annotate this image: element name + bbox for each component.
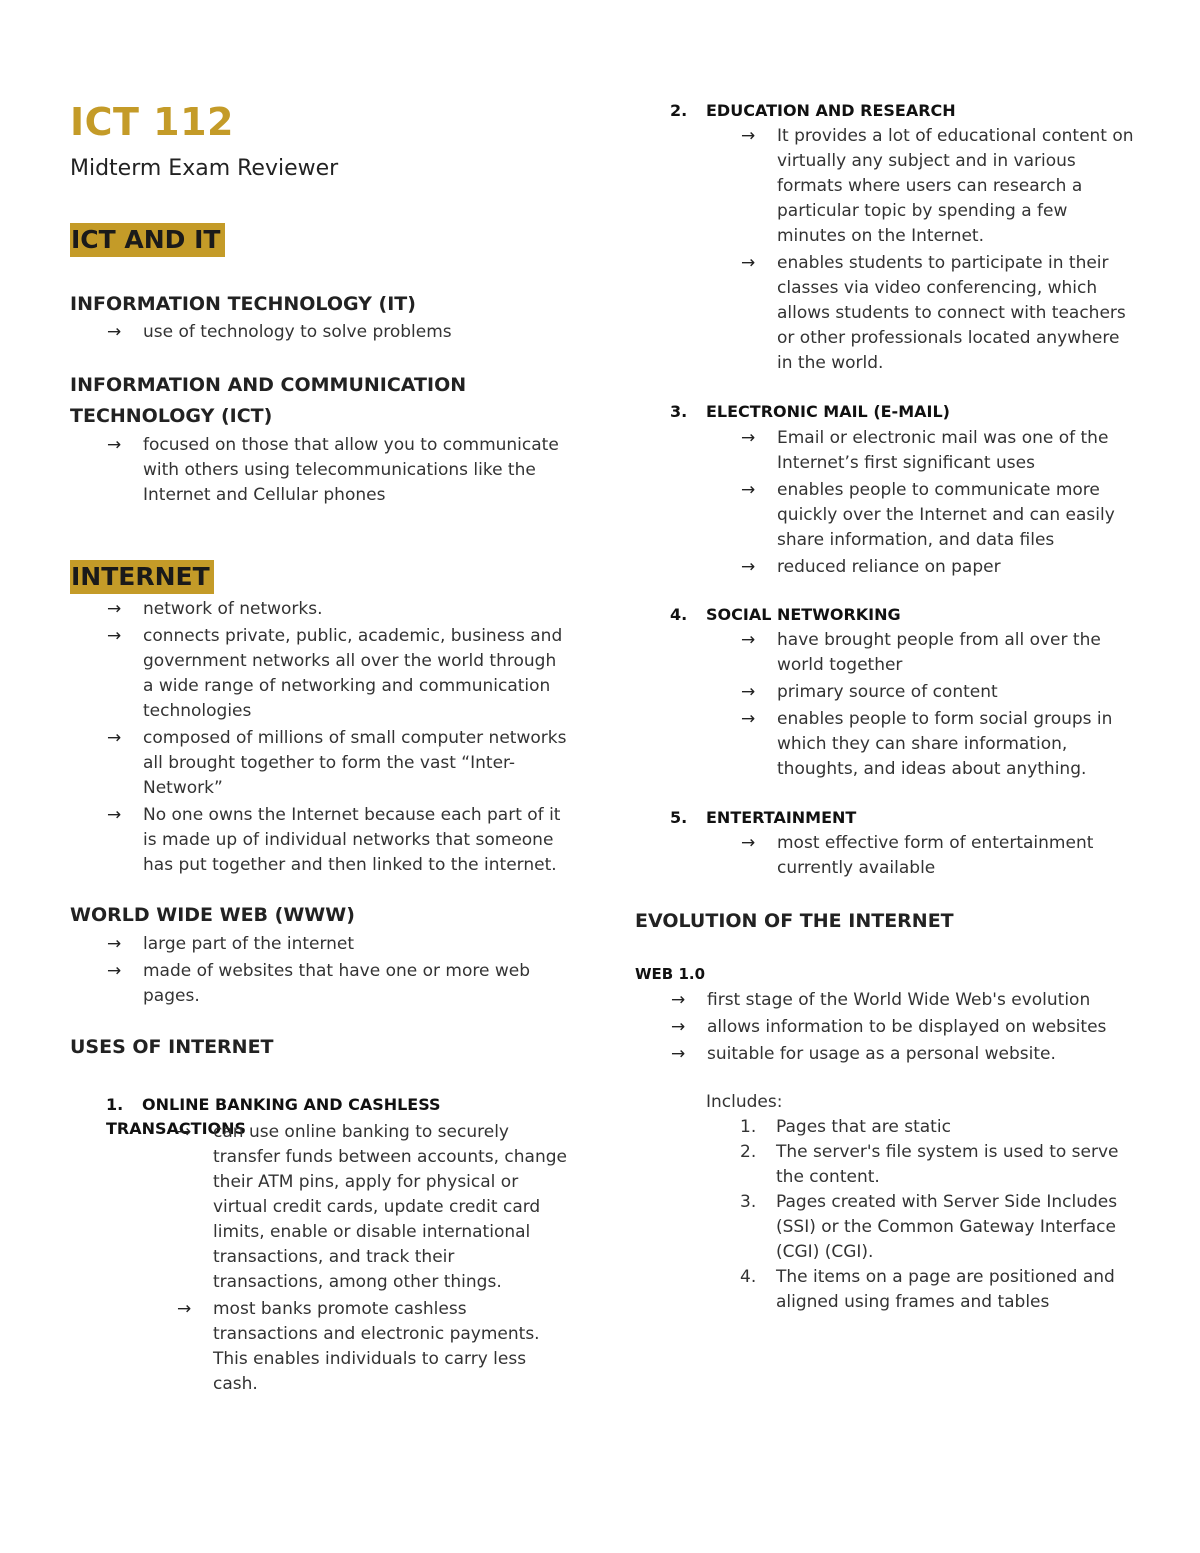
use3-title: ELECTRONIC MAIL (E-MAIL) [706, 402, 950, 421]
use2-title: EDUCATION AND RESEARCH [706, 101, 956, 120]
use1-number: 1. [106, 1095, 124, 1114]
list-item: → large part of the internet [107, 932, 570, 957]
section-ict-and-it: ICT AND IT [70, 223, 225, 257]
item-text: Pages that are static [776, 1117, 951, 1137]
list-item: → enables students to participate in their classes via video conferencing, which allows students to connect with teachers or other professionals located anywhere in the world. [741, 251, 1135, 376]
list-item: → enables people to form social groups in which they can share information, thoughts, and ideas about anything. [741, 707, 1135, 782]
list-item: → network of networks. [107, 597, 570, 622]
use4-number: 4. [670, 605, 688, 624]
use5-heading [670, 806, 1135, 830]
use5-bullet-list [741, 831, 1135, 883]
list-item: → first stage of the World Wide Web's evolution [671, 988, 1135, 1013]
section-internet: INTERNET [70, 560, 214, 594]
list-item: → Email or electronic mail was one of the Internet’s first significant uses [741, 426, 1135, 476]
list-item [740, 1190, 1135, 1265]
use1-bullet-list [177, 1120, 570, 1399]
list-item: → have brought people from all over the world together [741, 628, 1135, 678]
item-number: 2. [740, 1142, 757, 1162]
list-item: → allows information to be displayed on websites [671, 1015, 1135, 1040]
list-item: → most effective form of entertainment currently available [741, 831, 1135, 881]
item-text: The items on a page are positioned and aligned using frames and tables [776, 1267, 1115, 1312]
web1-heading: WEB 1.0 [635, 965, 706, 983]
list-item: → primary source of content [741, 680, 1135, 705]
www-heading: WORLD WIDE WEB (WWW) [70, 904, 355, 926]
doc-subtitle: Midterm Exam Reviewer [70, 156, 339, 181]
list-item: → focused on those that allow you to communicate with others using telecommunications like the Internet and Cellular phones [107, 433, 570, 508]
use2-heading [670, 99, 1135, 123]
use2-number: 2. [670, 101, 688, 120]
list-item: → connects private, public, academic, business and government networks all over the world through a wide range of networking and communication technologies [107, 624, 570, 724]
use4-bullet-list [741, 628, 1135, 784]
list-item: → No one owns the Internet because each part of it is made up of individual networks that someone has put together and then linked to the internet. [107, 803, 570, 878]
list-item: → made of websites that have one or more web pages. [107, 959, 570, 1009]
use3-heading [670, 400, 1135, 424]
evolution-heading: EVOLUTION OF THE INTERNET [635, 910, 954, 932]
doc-title: ICT 112 [70, 100, 234, 144]
includes-list [740, 1115, 1135, 1315]
use3-bullet-list [741, 426, 1135, 582]
item-number: 3. [740, 1192, 757, 1212]
ict-heading-line2: TECHNOLOGY (ICT) [70, 405, 273, 427]
it-heading: INFORMATION TECHNOLOGY (IT) [70, 293, 416, 315]
web1-bullet-list [671, 988, 1135, 1069]
list-item: → can use online banking to securely transfer funds between accounts, change their ATM pins, apply for physical or virtual credit cards, update credit card limits, enable or disable international transactions, and track their transactions, among other things. [177, 1120, 570, 1295]
list-item: → It provides a lot of educational content on virtually any subject and in various formats where users can research a particular topic by spending a few minutes on the Internet. [741, 124, 1135, 249]
list-item: → use of technology to solve problems [107, 320, 570, 345]
ict-heading-line1: INFORMATION AND COMMUNICATION [70, 374, 467, 396]
list-item [740, 1140, 1135, 1190]
list-item [740, 1265, 1135, 1315]
item-number: 4. [740, 1267, 757, 1287]
list-item: → composed of millions of small computer networks all brought together to form the vast “Inter-Network” [107, 726, 570, 801]
list-item: → enables people to communicate more quickly over the Internet and can easily share information, and data files [741, 478, 1135, 553]
ict-bullet-list [107, 433, 570, 510]
it-bullet-list [107, 320, 570, 347]
uses-heading: USES OF INTERNET [70, 1036, 274, 1058]
www-bullet-list [107, 932, 570, 1011]
list-item: → most banks promote cashless transactions and electronic payments. This enables individuals to carry less cash. [177, 1297, 570, 1397]
item-number: 1. [740, 1117, 757, 1137]
internet-bullet-list [107, 597, 570, 880]
item-text: The server's file system is used to serve the content. [776, 1142, 1119, 1187]
use1-title: ONLINE BANKING AND CASHLESS TRANSACTIONS [106, 1095, 441, 1138]
list-item: → suitable for usage as a personal website. [671, 1042, 1135, 1067]
list-item [740, 1115, 1135, 1140]
use4-heading [670, 603, 1135, 627]
list-item: → reduced reliance on paper [741, 555, 1135, 580]
use3-number: 3. [670, 402, 688, 421]
use4-title: SOCIAL NETWORKING [706, 605, 901, 624]
use2-bullet-list [741, 124, 1135, 378]
use5-number: 5. [670, 808, 688, 827]
includes-label: Includes: [706, 1092, 783, 1112]
item-text: Pages created with Server Side Includes (SSI) or the Common Gateway Interface (CGI) (CGI). [776, 1192, 1118, 1262]
use5-title: ENTERTAINMENT [706, 808, 857, 827]
